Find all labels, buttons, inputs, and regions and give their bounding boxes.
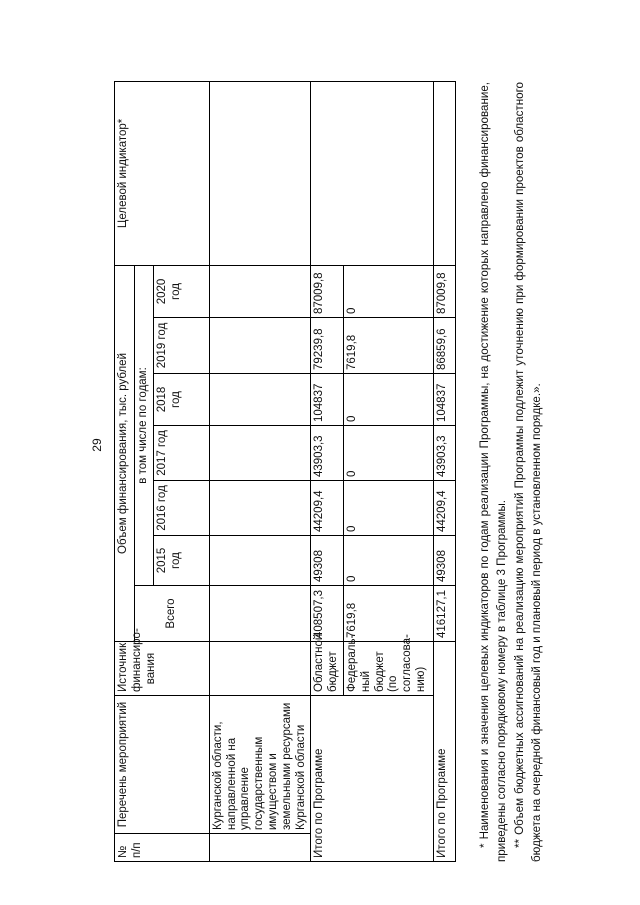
grand-2018: 104837	[433, 374, 455, 426]
col-funding-header: Объем финансирования, тыс. рублей	[115, 265, 135, 641]
federal-2016: 0	[343, 481, 433, 536]
col-by-years-header: в том числе по годам:	[135, 265, 154, 585]
regional-2020: 87009,8	[311, 265, 344, 317]
footnotes	[476, 82, 546, 862]
grand-2017: 43903,3	[433, 426, 455, 481]
grand-total-label: Итого по Программе	[433, 642, 455, 862]
federal-total: 7619,8	[343, 586, 433, 642]
table-row-regional	[311, 81, 344, 861]
regional-2016: 44209,4	[311, 481, 344, 536]
source-regional: Областной бюджет	[311, 642, 344, 696]
footnote-indicators: * Наименования и значения целевых индикаторов по годам реализации Программы, на достижение которых направлено финансирование, приведены согласно порядковому номеру в таблице 3 Программы.	[478, 82, 509, 862]
regional-2017: 43903,3	[311, 426, 344, 481]
grand-2019: 86859,6	[433, 318, 455, 374]
col-year-2019: 2019 год	[153, 318, 209, 374]
col-num-header: № п/п	[115, 834, 210, 862]
footnote-budget: ** Объем бюджетных ассигнований на реализацию мероприятий Программы подлежит уточнению при формировании проектов областного бюджета на очередной финансовый год и плановый период в установленном порядке.».	[512, 82, 544, 862]
table-row-grand-total	[433, 81, 455, 861]
regional-2019: 79239,8	[311, 318, 344, 374]
funding-table	[114, 81, 456, 862]
page-number: 29	[90, 438, 104, 452]
federal-2018: 0	[343, 374, 433, 426]
federal-2020: 0	[343, 265, 433, 317]
col-indicator-header: Целевой индикатор*	[115, 81, 210, 265]
col-year-2016: 2016 год	[153, 481, 209, 536]
col-year-2020: 2020 год	[153, 265, 209, 317]
grand-2016: 44209,4	[433, 481, 455, 536]
regional-total: 408507,3	[311, 586, 344, 642]
col-year-2018: 2018 год	[153, 374, 209, 426]
rotated-page-content	[114, 82, 634, 862]
grand-2020: 87009,8	[433, 265, 455, 317]
federal-2019: 7619,8	[343, 318, 433, 374]
regional-2018: 104837	[311, 374, 344, 426]
table-row-continued	[209, 81, 311, 861]
federal-2017: 0	[343, 426, 433, 481]
grand-2015: 49308	[433, 536, 455, 586]
col-source-header: Источник финансиро-вания	[115, 642, 210, 696]
source-federal: Федераль-ный бюджет (по согласова-нию)	[343, 642, 433, 696]
federal-2015: 0	[343, 536, 433, 586]
col-total-header: Всего	[135, 586, 210, 642]
activity-continued: Курганской области, направленной на управление государственным имуществом и земельными ресурсами Курганской области	[209, 696, 311, 834]
col-year-2015: 2015 год	[153, 536, 209, 586]
regional-2015: 49308	[311, 536, 344, 586]
grand-total: 416127,1	[433, 586, 455, 642]
header-row-1	[115, 81, 135, 861]
col-activities-header: Перечень мероприятий	[115, 696, 210, 834]
program-total-label: Итого по Программе	[311, 696, 434, 862]
col-year-2017: 2017 год	[153, 426, 209, 481]
